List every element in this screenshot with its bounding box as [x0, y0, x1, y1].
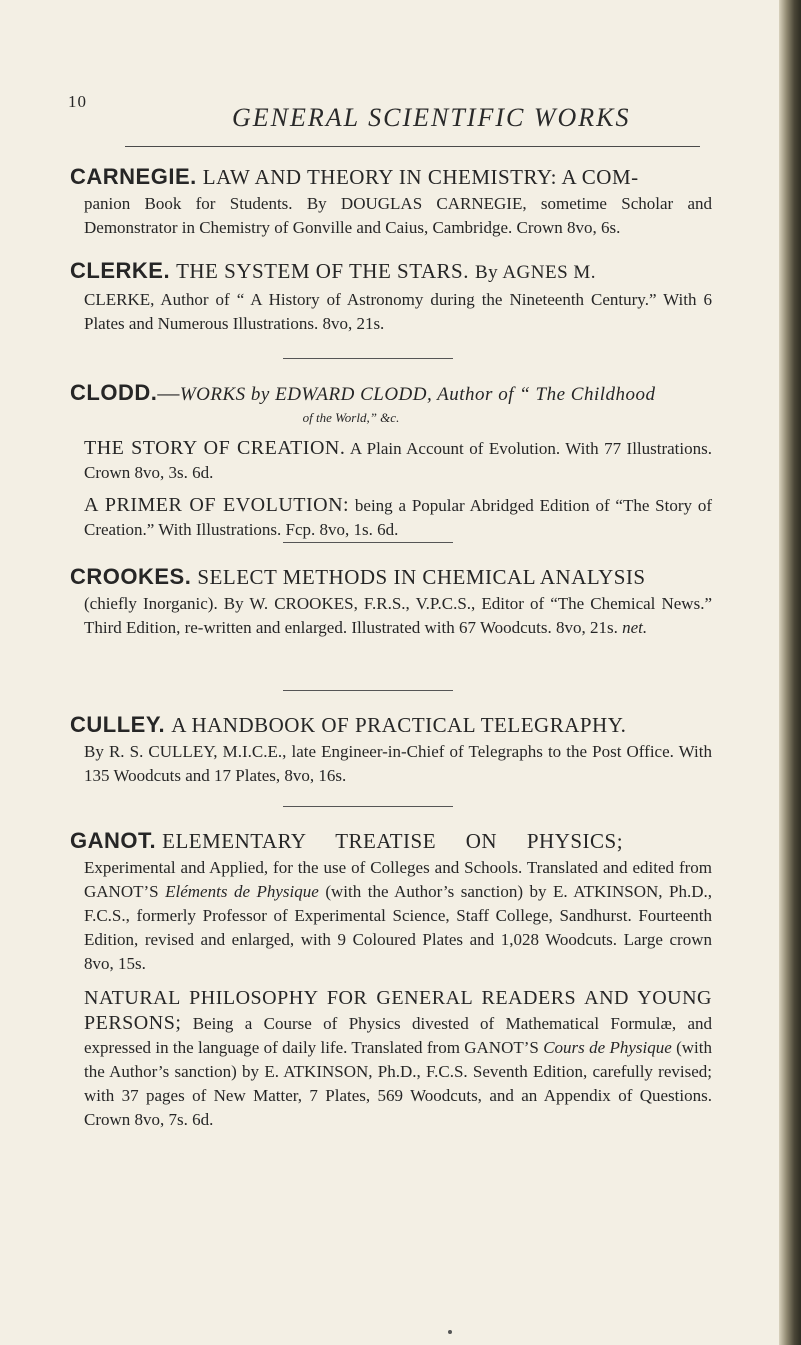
entry-body: By R. S. CULLEY, M.I.C.E., late Engineer-in-Chief of Telegraphs to the Post Office. With 135 Woodcuts and 17 Plates, 8vo, 16s.	[84, 742, 712, 785]
separator-rule	[283, 358, 453, 359]
book-description-continued: (with the Author’s sanction) by E. ATKINSON, Ph.D., F.C.S. Seventh Edition, carefully revised; with 37 pages of New Matter, 7 Plates, 569 Woodcuts, and an Appendix of Questions. Crown 8vo, 7s. 6d.	[84, 1038, 712, 1129]
book-description: Being a Course of Physics divested of Mathematical Formulæ, and expressed in the language of daily life. Translated from GANOT’S	[84, 1014, 712, 1057]
entry-title: A HANDBOOK OF PRACTICAL TELEGRAPHY.	[171, 713, 627, 737]
entry-byline: By AGNES M.	[474, 262, 597, 283]
entry-heading-continued: of the World,” &c.	[302, 410, 400, 425]
header-rule	[125, 146, 700, 147]
entry-heading: WORKS by EDWARD CLODD, Author of “ The Childhood	[179, 384, 656, 405]
entry-body-continued: (with the Author’s sanction) by E. ATKINSON, Ph.D., F.C.S., formerly Professor of Experimental Science, Staff College, Sandhurst. Fourteenth Edition, revised and enlarged, with 9 Coloured Plates and 1,028 Woodcuts. Large crown 8vo, 15s.	[84, 882, 712, 973]
entry-key: CROOKES.	[70, 564, 192, 589]
entry-body: Experimental and Applied, for the use of Colleges and Schools. Translated and edited from GANOT’S	[84, 858, 712, 901]
cited-work-title: Cours de Physique	[543, 1038, 672, 1057]
book-description: being a Popular Abridged Edition of “The Story of Creation.” With Illustrations. Fcp. 8vo, 1s. 6d.	[84, 496, 712, 539]
entry-title: ELEMENTARY TREATISE ON PHYSICS;	[162, 829, 624, 853]
entry-culley	[70, 710, 712, 788]
book-title-natural-philosophy: NATURAL PHILOSOPHY FOR GENERAL READERS AND YOUNG PERSONS;	[84, 987, 712, 1034]
page-number: 10	[68, 92, 87, 111]
entry-body: (chiefly Inorganic). By W. CROOKES, F.R.S., V.P.C.S., Editor of “The Chemical News.” Third Edition, re-written and enlarged. Illustrated with 67 Woodcuts. 8vo, 21s.	[84, 594, 712, 637]
separator-rule	[283, 806, 453, 807]
entry-dash: —	[157, 380, 180, 405]
entry-key: CULLEY.	[70, 712, 166, 737]
cited-work-title: Eléments de Physique	[165, 882, 319, 901]
book-title-story-of-creation: THE STORY OF CREATION.	[84, 437, 346, 459]
separator-rule	[283, 690, 453, 691]
entry-ganot	[70, 826, 712, 1132]
entry-key: GANOT.	[70, 828, 157, 853]
page-binding-edge	[779, 0, 801, 1345]
entry-key: CLERKE.	[70, 258, 171, 283]
separator-rule	[283, 542, 453, 543]
book-description: A Plain Account of Evolution. With 77 Illustrations. Crown 8vo, 3s. 6d.	[84, 439, 712, 482]
entry-key: CLODD.	[70, 380, 158, 405]
book-title-primer-of-evolution: A PRIMER OF EVOLUTION:	[84, 494, 350, 516]
entry-body: CLERKE, Author of “ A History of Astronomy during the Nineteenth Century.” With 6 Plates and Numerous Illustrations. 8vo, 21s.	[84, 290, 712, 333]
printer-mark	[448, 1330, 452, 1334]
entry-key: CARNEGIE.	[70, 164, 197, 189]
entry-clodd	[70, 378, 712, 542]
entry-title: THE SYSTEM OF THE STARS.	[176, 259, 469, 283]
entry-title: LAW AND THEORY IN CHEMISTRY: A COM-	[202, 165, 639, 189]
running-head: GENERAL SCIENTIFIC WORKS	[232, 103, 631, 132]
entry-carnegie	[70, 162, 712, 240]
price-note: net.	[622, 618, 648, 637]
entry-body: panion Book for Students. By DOUGLAS CARNEGIE, sometime Scholar and Demonstrator in Chemistry of Gonville and Caius, Cambridge. Crown 8vo, 6s.	[84, 194, 712, 237]
entry-title: SELECT METHODS IN CHEMICAL ANALYSIS	[197, 565, 646, 589]
entry-clerke	[70, 256, 712, 336]
entry-crookes	[70, 562, 712, 640]
